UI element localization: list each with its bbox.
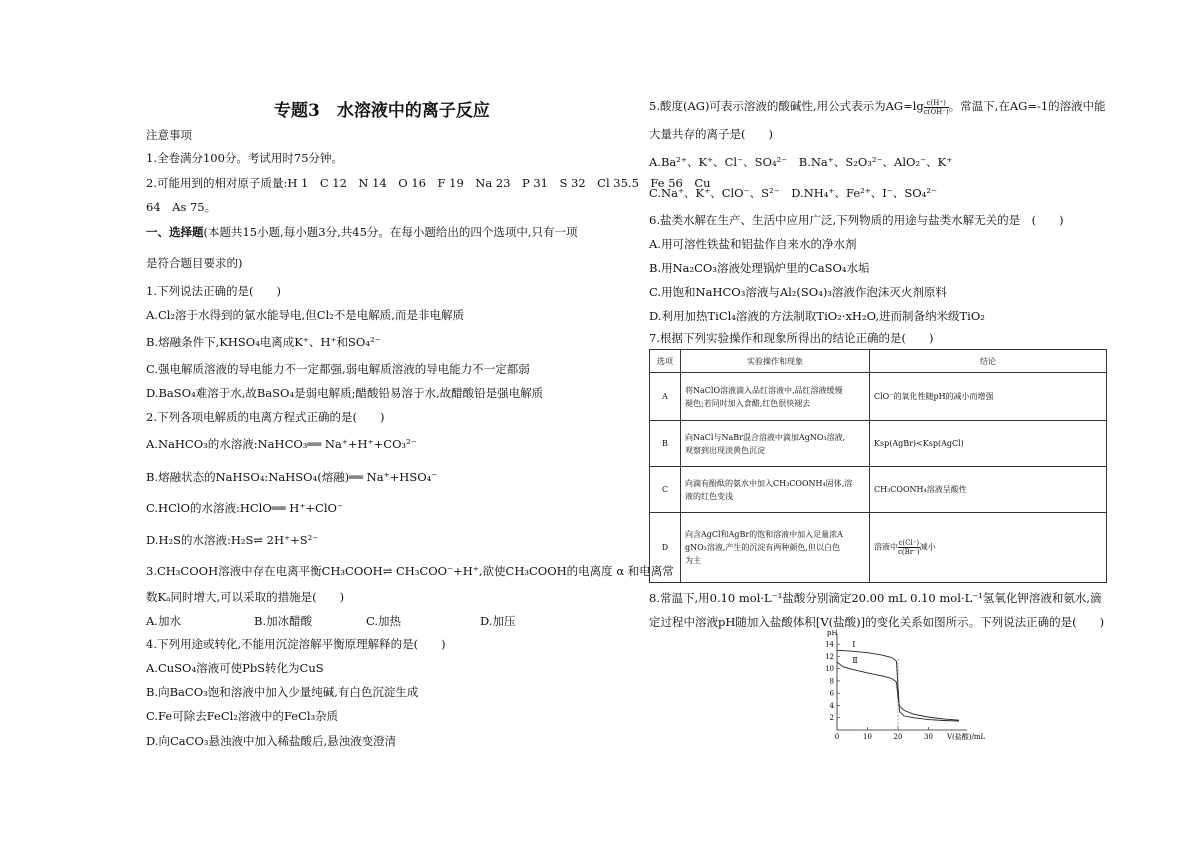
q5-stem-pre: 5.酸度(AG)可表示溶液的酸碱性,用公式表示为AG=lg	[649, 99, 924, 113]
header-operation: 实验操作和现象	[681, 350, 870, 373]
op-line: 向含AgCl和AgBr的饱和溶液中加入足量浓A	[685, 530, 843, 539]
x-tick-label: 10	[863, 733, 872, 741]
q1-option-d: D.BaSO₄难溶于水,故BaSO₄是弱电解质;醋酸铅易溶于水,故醋酸铅是强电解质	[146, 386, 544, 400]
row-option: D	[650, 513, 681, 583]
op-line: 褪色;若同时加入食醋,红色很快褪去	[685, 398, 811, 408]
note-1: 1.全卷满分100分。考试用时75分钟。	[146, 151, 344, 165]
q5-stem-post: 。常温下,在AG=-1的溶液中能	[948, 99, 1106, 113]
note-2a: 2.可能用到的相对原子质量:H 1 C 12 N 14 O 16 F 19 Na 23 P 31 S 32 Cl 35.5 Fe 56 Cu	[146, 176, 711, 190]
row-operation	[681, 513, 870, 583]
q2-stem: 2.下列各项电解质的电离方程式正确的是( )	[146, 410, 385, 424]
row-conclusion	[870, 513, 1107, 583]
con-frac-num: c(Cl⁻)	[898, 539, 920, 547]
row-option: B	[650, 421, 681, 467]
y-tick-label: 10	[825, 665, 834, 674]
y-tick-label: 8	[829, 677, 834, 686]
q6-option-a: A.用可溶性铁盐和铝盐作自来水的净水剂	[649, 237, 857, 251]
row-option: A	[650, 373, 681, 421]
op-line: 向滴有酚酞的氨水中加入CH₃COONH₄固体,溶	[685, 478, 853, 488]
q1-stem: 1.下列说法正确的是( )	[146, 284, 281, 298]
section-title: 一、选择题	[146, 225, 204, 239]
q3-option-c: C.加热	[366, 614, 402, 628]
header-conclusion: 结论	[870, 350, 1107, 373]
y-axis-label: pH	[827, 630, 838, 637]
q5-stem-b: 大量共存的离子是( )	[649, 127, 773, 141]
row-operation	[681, 421, 870, 467]
q3-option-a: A.加水	[146, 614, 181, 628]
q3-stem-a: 3.CH₃COOH溶液中存在电离平衡CH₃COOH⇌ CH₃COO⁻+H⁺,欲使CH₃COOH的电离度 α 和电离常	[146, 564, 674, 578]
q6-option-c: C.用饱和NaHCO₃溶液与Al₂(SO₄)₃溶液作泡沫灭火剂原料	[649, 285, 947, 299]
y-tick-label: 14	[825, 640, 834, 649]
right-column	[649, 0, 1139, 849]
q1-option-c: C.强电解质溶液的导电能力不一定都强,弱电解质溶液的导电能力不一定都弱	[146, 362, 530, 376]
q4-option-b: B.向BaCO₃饱和溶液中加入少量纯碱,有白色沉淀生成	[146, 685, 419, 699]
table-row	[650, 421, 1107, 467]
titration-chart	[819, 630, 989, 745]
q1-option-a: A.Cl₂溶于水得到的氯水能导电,但Cl₂不是电解质,而是非电解质	[146, 308, 464, 322]
q5-frac-num: c(H⁺)	[924, 99, 949, 108]
y-tick-label: 2	[829, 714, 834, 723]
q2-option-d: D.H₂S的水溶液:H₂S⇌ 2H⁺+S²⁻	[146, 533, 319, 547]
op-line: 向NaCl与NaBr混合溶液中滴加AgNO₃溶液,	[685, 432, 846, 442]
section-heading	[146, 224, 578, 240]
note-2b: 64 As 75。	[146, 200, 217, 214]
table-header-row	[650, 350, 1107, 373]
row-conclusion: CH₃COONH₄溶液呈酸性	[870, 467, 1107, 513]
y-tick-label: 12	[825, 652, 834, 661]
q5-frac-den: c(OH⁻)	[923, 107, 949, 116]
x-axis-label: V(盐酸)/mL	[947, 733, 986, 741]
table-row	[650, 513, 1107, 583]
x-tick-label: 20	[893, 733, 903, 741]
q2-option-b: B.熔融状态的NaHSO₄:NaHSO₄(熔融)══ Na⁺+HSO₄⁻	[146, 470, 438, 484]
con-pre: 溶液中	[874, 542, 898, 552]
q8-stem-b: 定过程中溶液pH随加入盐酸体积[V(盐酸)]的变化关系如图所示。下列说法正确的是( )	[649, 615, 1105, 629]
row-operation	[681, 467, 870, 513]
op-line: gNO₃溶液,产生的沉淀有两种颜色,但以白色	[685, 543, 840, 552]
con-fraction	[898, 539, 920, 556]
q4-stem: 4.下列用途或转化,不能用沉淀溶解平衡原理解释的是( )	[146, 637, 446, 651]
q6-stem: 6.盐类水解在生产、生活中应用广泛,下列物质的用途与盐类水解无关的是 ( )	[649, 213, 1064, 227]
section-desc-a: (本题共15小题,每小题3分,共45分。在每小题给出的四个选项中,只有一项	[203, 225, 578, 239]
q4-option-c: C.Fe可除去FeCl₂溶液中的FeCl₃杂质	[146, 709, 339, 723]
q3-stem-b: 数Kₐ同时增大,可以采取的措施是( )	[146, 590, 345, 604]
q6-option-d: D.利用加热TiCl₄溶液的方法制取TiO₂·xH₂O,进而制备纳米级TiO₂	[649, 309, 985, 323]
notes-heading: 注意事项	[146, 128, 192, 142]
q2-option-c: C.HClO的水溶液:HClO══ H⁺+ClO⁻	[146, 501, 343, 515]
q3-option-d: D.加压	[480, 614, 516, 628]
q5-stem	[649, 98, 1106, 116]
op-line: 将NaClO溶液滴入品红溶液中,品红溶液缓慢	[685, 385, 843, 395]
op-line: 为主	[685, 556, 701, 565]
op-line: 观察到出现淡黄色沉淀	[685, 445, 765, 455]
row-conclusion: ClO⁻的氧化性随pH的减小而增强	[870, 373, 1107, 421]
header-option: 选项	[650, 350, 681, 373]
q5-fraction	[924, 99, 949, 116]
y-tick-label: 6	[829, 689, 834, 698]
q1-option-b: B.熔融条件下,KHSO₄电离成K⁺、H⁺和SO₄²⁻	[146, 335, 381, 349]
row-conclusion: Ksp(AgBr)<Ksp(AgCl)	[870, 421, 1107, 467]
q2-option-a: A.NaHCO₃的水溶液:NaHCO₃══ Na⁺+H⁺+CO₃²⁻	[146, 437, 417, 451]
op-line: 液的红色变浅	[685, 491, 733, 501]
q4-option-a: A.CuSO₄溶液可使PbS转化为CuS	[146, 661, 324, 675]
page-title: 专题3 水溶液中的离子反应	[274, 101, 490, 121]
row-operation	[681, 373, 870, 421]
q5-options-ab: A.Ba²⁺、K⁺、Cl⁻、SO₄²⁻ B.Na⁺、S₂O₃²⁻、AlO₂⁻、K⁺	[649, 155, 953, 169]
q8-stem-a: 8.常温下,用0.10 mol·L⁻¹盐酸分别滴定20.00 mL 0.10 mol·L⁻¹氢氧化钾溶液和氨水,滴	[649, 591, 1102, 605]
q3-option-b: B.加冰醋酸	[254, 614, 313, 628]
series-label-2: Ⅱ	[852, 655, 858, 665]
row-option: C	[650, 467, 681, 513]
x-tick-label: 0	[834, 733, 840, 741]
x-tick-label: 30	[924, 733, 933, 741]
con-frac-den: c(Br⁻)	[898, 548, 920, 556]
section-desc-b: 是符合题目要求的)	[146, 256, 243, 270]
y-tick-label: 4	[829, 701, 834, 710]
table-row	[650, 467, 1107, 513]
q5-options-cd: C.Na⁺、K⁺、ClO⁻、S²⁻ D.NH₄⁺、Fe²⁺、I⁻、SO₄²⁻	[649, 186, 938, 200]
q7-stem: 7.根据下列实验操作和现象所得出的结论正确的是( )	[649, 331, 934, 345]
table-row	[650, 373, 1107, 421]
series-label-1: Ⅰ	[852, 640, 856, 650]
q6-option-b: B.用Na₂CO₃溶液处理锅炉里的CaSO₄水垢	[649, 261, 870, 275]
con-post: 减小	[919, 542, 936, 552]
q7-table	[649, 349, 1107, 583]
q4-option-d: D.向CaCO₃悬浊液中加入稀盐酸后,悬浊液变澄清	[146, 734, 397, 748]
